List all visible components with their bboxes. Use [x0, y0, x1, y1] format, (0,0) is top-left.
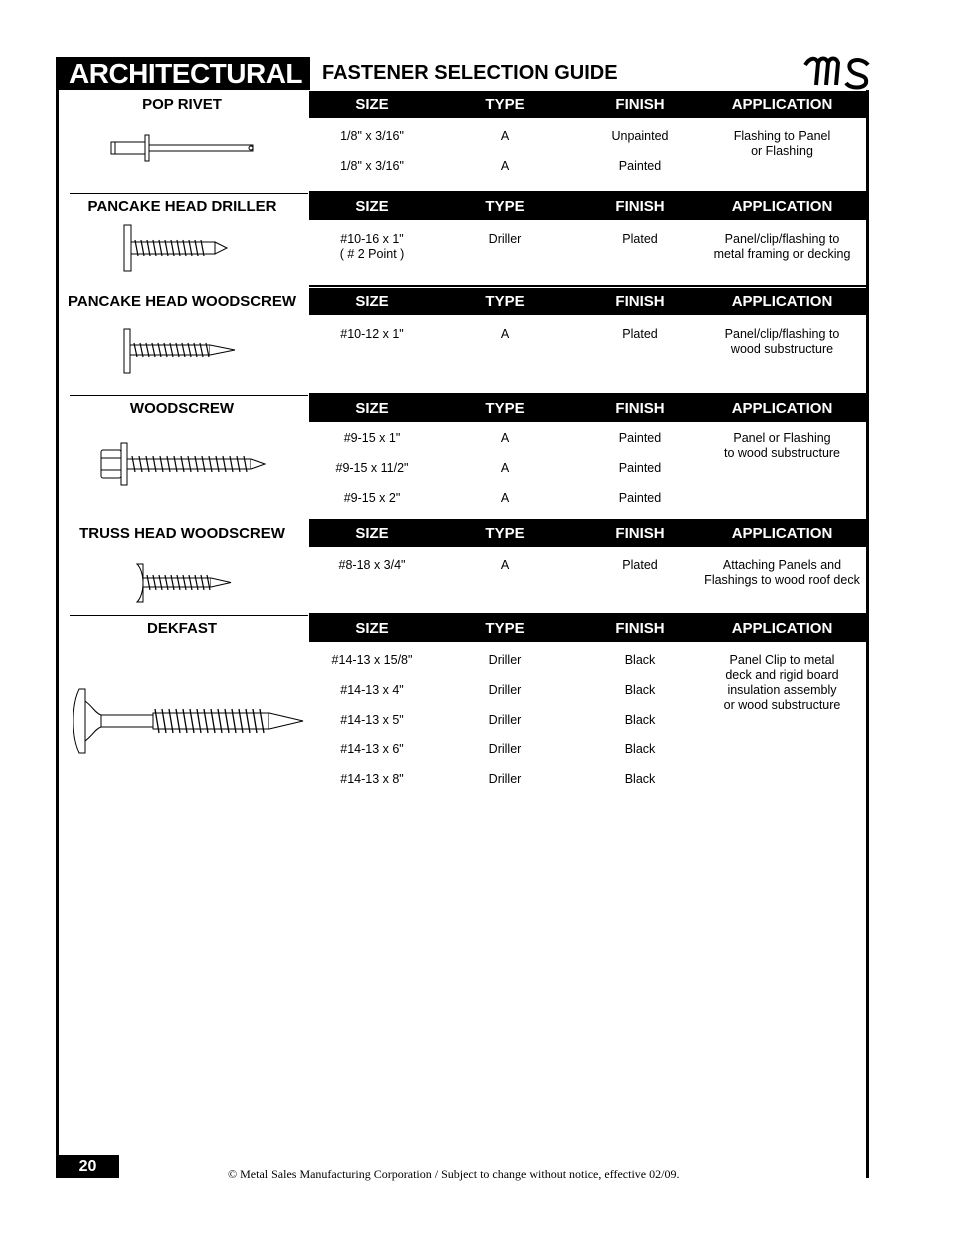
column-header-bar [309, 395, 867, 422]
col-type: TYPE [485, 400, 525, 417]
type-cell: Driller [488, 653, 522, 667]
application-cell: wood substructure [730, 342, 834, 356]
type-cell: A [500, 491, 510, 505]
size-cell: 1/8" x 3/16" [340, 159, 404, 173]
col-application: APPLICATION [731, 400, 833, 417]
finish-cell: Black [624, 653, 656, 667]
col-size: SIZE [355, 620, 389, 637]
col-size: SIZE [355, 96, 389, 113]
size-cell: #9-15 x 11/2" [335, 461, 409, 475]
application-cell: Attaching Panels and [722, 558, 842, 572]
size-cell: #14-13 x 8" [340, 772, 404, 786]
col-type: TYPE [485, 198, 525, 215]
finish-cell: Black [624, 713, 656, 727]
col-size: SIZE [355, 198, 389, 215]
finish-cell: Painted [618, 159, 662, 173]
col-application: APPLICATION [731, 293, 833, 310]
col-size: SIZE [355, 525, 389, 542]
section-name: PANCAKE HEAD DRILLER [87, 198, 277, 215]
type-cell: Driller [488, 742, 522, 756]
col-finish: FINISH [615, 198, 665, 215]
type-cell: Driller [488, 232, 522, 246]
page-title: ARCHITECTURAL [56, 57, 310, 90]
col-finish: FINISH [615, 525, 665, 542]
type-cell: A [500, 159, 510, 173]
size-cell: #14-13 x 15/8" [331, 653, 413, 667]
section-body [309, 642, 867, 812]
size-cell: #8-18 x 3/4" [338, 558, 406, 572]
size-cell: #9-15 x 1" [343, 431, 401, 445]
size-cell: #14-13 x 6" [340, 742, 404, 756]
size-cell: 1/8" x 3/16" [340, 129, 404, 143]
size-cell: #14-13 x 5" [340, 713, 404, 727]
finish-cell: Black [624, 683, 656, 697]
section-name: TRUSS HEAD WOODSCREW [79, 525, 285, 542]
column-header-bar [309, 288, 867, 315]
finish-cell: Painted [618, 431, 662, 445]
col-type: TYPE [485, 525, 525, 542]
column-header-bar [309, 615, 867, 642]
page-number: 20 [56, 1155, 119, 1178]
page-subtitle: FASTENER SELECTION GUIDE [322, 62, 618, 84]
application-cell: or Flashing [751, 144, 813, 158]
col-finish: FINISH [615, 293, 665, 310]
finish-cell: Black [624, 772, 656, 786]
finish-cell: Painted [618, 491, 662, 505]
application-cell: Flashing to Panel [733, 129, 831, 143]
section-body [309, 315, 867, 395]
column-header-bar [309, 193, 867, 220]
woodscrew-icon [99, 440, 269, 492]
type-cell: A [500, 327, 510, 341]
section-body [309, 118, 867, 193]
section-name: PANCAKE HEAD WOODSCREW [67, 293, 297, 310]
col-finish: FINISH [615, 620, 665, 637]
section-name: POP RIVET [142, 96, 222, 113]
col-application: APPLICATION [731, 525, 833, 542]
page-header [56, 57, 869, 90]
finish-cell: Plated [622, 558, 658, 572]
application-cell: Panel/clip/flashing to [724, 232, 840, 246]
column-header-bar [309, 91, 867, 118]
size-note-cell: ( # 2 Point ) [339, 247, 405, 261]
finish-cell: Unpainted [611, 129, 669, 143]
application-cell: Flashings to wood roof deck [704, 573, 860, 587]
col-finish: FINISH [615, 400, 665, 417]
dekfast-icon [73, 687, 307, 755]
col-type: TYPE [485, 293, 525, 310]
finish-cell: Painted [618, 461, 662, 475]
type-cell: Driller [488, 772, 522, 786]
type-cell: A [500, 558, 510, 572]
col-finish: FINISH [615, 96, 665, 113]
size-cell: #14-13 x 4" [340, 683, 404, 697]
size-cell: #9-15 x 2" [343, 491, 401, 505]
application-cell: Panel or Flashing [733, 431, 831, 445]
col-application: APPLICATION [731, 96, 833, 113]
pancake-head-woodscrew-icon [123, 328, 243, 376]
application-cell: Panel/clip/flashing to [724, 327, 840, 341]
section-name: DEKFAST [146, 620, 217, 637]
finish-cell: Plated [622, 232, 658, 246]
size-cell: #10-16 x 1" [340, 232, 404, 246]
copyright-notice: © Metal Sales Manufacturing Corporation / Subject to change without notice, effective 02/09. [228, 1167, 680, 1181]
type-cell: Driller [488, 713, 522, 727]
type-cell: A [500, 461, 510, 475]
col-size: SIZE [355, 293, 389, 310]
application-cell: to wood substructure [723, 446, 841, 460]
section-body [309, 422, 867, 521]
type-cell: A [500, 431, 510, 445]
size-cell: #10-12 x 1" [340, 327, 404, 341]
application-cell: Panel Clip to metal [729, 653, 835, 667]
col-type: TYPE [485, 96, 525, 113]
section-body [309, 547, 867, 615]
section-name: WOODSCREW [129, 400, 235, 417]
col-type: TYPE [485, 620, 525, 637]
application-cell: insulation assembly [727, 683, 837, 697]
type-cell: Driller [488, 683, 522, 697]
section-body [309, 220, 867, 287]
col-application: APPLICATION [731, 198, 833, 215]
pancake-head-driller-icon [123, 223, 243, 273]
ms-logo-icon [802, 55, 872, 91]
column-header-bar [309, 520, 867, 547]
truss-head-woodscrew-icon [135, 562, 235, 604]
pop-rivet-icon [109, 133, 259, 163]
application-cell: deck and rigid board [725, 668, 839, 682]
col-size: SIZE [355, 400, 389, 417]
application-cell: metal framing or decking [713, 247, 851, 261]
col-application: APPLICATION [731, 620, 833, 637]
application-cell: or wood substructure [723, 698, 841, 712]
type-cell: A [500, 129, 510, 143]
finish-cell: Plated [622, 327, 658, 341]
finish-cell: Black [624, 742, 656, 756]
